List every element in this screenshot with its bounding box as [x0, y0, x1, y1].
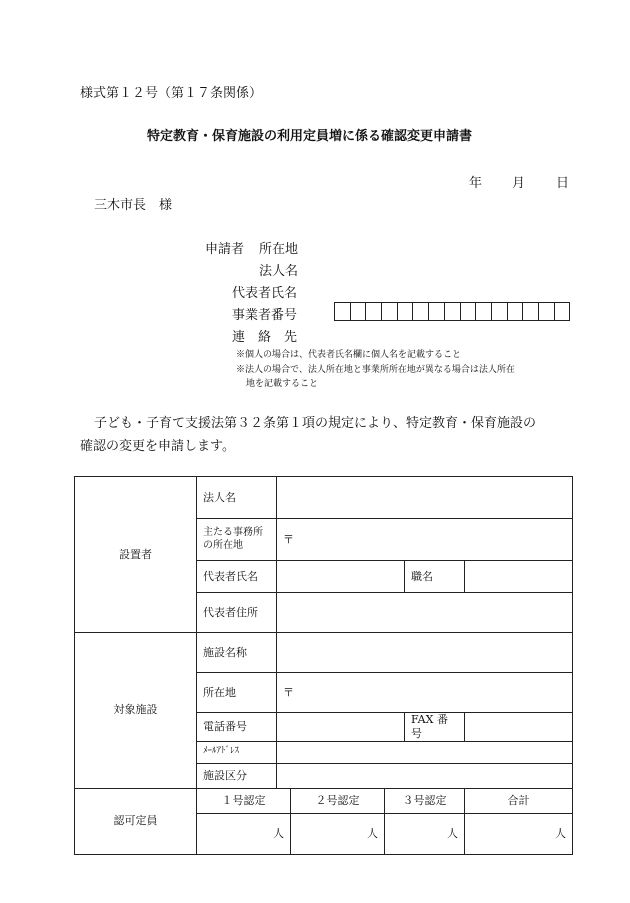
rep-address-cell: 代表者住所	[197, 593, 277, 633]
note-corporation-cont: 地を記載すること	[246, 379, 319, 389]
main-office-cell: 主たる事務所 の所在地	[197, 519, 277, 561]
facility-type-value[interactable]	[277, 763, 573, 788]
rep-address-value[interactable]	[277, 593, 573, 633]
total-header: 合計	[465, 788, 573, 813]
form-number: 様式第１２号（第１７条関係）	[80, 86, 263, 101]
cert1-value[interactable]: 人	[197, 813, 291, 854]
business-number-label: 事業者番号	[232, 308, 298, 323]
cert3-value[interactable]: 人	[385, 813, 465, 854]
cert1-header: １号認定	[197, 788, 291, 813]
note-corporation: ※法人の場合で、法人所在地と事業所所在地が異なる場合は法人所在	[236, 365, 515, 375]
phone-cell: 電話番号	[197, 713, 277, 742]
email-cell: ﾒｰﾙｱﾄﾞﾚｽ	[197, 741, 277, 763]
business-number-boxes[interactable]	[334, 302, 570, 321]
main-office-value[interactable]: 〒	[277, 519, 573, 561]
statement-line1: 子ども・子育て支援法第３２条第１項の規定により、特定教育・保育施設の	[94, 416, 537, 431]
document-title: 特定教育・保育施設の利用定員増に係る確認変更申請書	[147, 129, 473, 144]
address-label: 所在地	[259, 242, 299, 257]
date-day: 日	[556, 176, 570, 191]
rep-name-label: 代表者氏名	[232, 286, 298, 301]
job-title-value[interactable]	[465, 561, 573, 593]
founder-header: 設置者	[75, 477, 197, 633]
applicant-label: 申請者	[205, 242, 245, 257]
corp-name-cell: 法人名	[197, 477, 277, 519]
facility-name-cell: 施設名称	[197, 633, 277, 673]
job-title-cell: 職名	[405, 561, 465, 593]
rep-name-cell: 代表者氏名	[197, 561, 277, 593]
facility-name-value[interactable]	[277, 633, 573, 673]
date-year: 年	[469, 176, 483, 191]
rep-name-value[interactable]	[277, 561, 405, 593]
addressee: 三木市長 様	[94, 198, 173, 213]
corp-name-label: 法人名	[259, 264, 299, 279]
statement-line2: 確認の変更を申請します。	[80, 439, 235, 454]
application-table	[74, 476, 573, 855]
fax-value[interactable]	[465, 713, 573, 742]
capacity-header: 認可定員	[75, 788, 197, 854]
phone-value[interactable]	[277, 713, 405, 742]
total-value[interactable]: 人	[465, 813, 573, 854]
contact-label: 連 絡 先	[232, 330, 298, 345]
note-individual: ※個人の場合は、代表者氏名欄に個人名を記載すること	[236, 350, 462, 360]
cert3-header: ３号認定	[385, 788, 465, 813]
facility-header: 対象施設	[75, 633, 197, 789]
corp-name-value[interactable]	[277, 477, 573, 519]
location-cell: 所在地	[197, 673, 277, 713]
date-month: 月	[512, 176, 526, 191]
location-value[interactable]: 〒	[277, 673, 573, 713]
facility-type-cell: 施設区分	[197, 763, 277, 788]
fax-cell: FAX 番号	[405, 713, 465, 742]
email-value[interactable]	[277, 741, 573, 763]
cert2-value[interactable]: 人	[291, 813, 385, 854]
cert2-header: ２号認定	[291, 788, 385, 813]
